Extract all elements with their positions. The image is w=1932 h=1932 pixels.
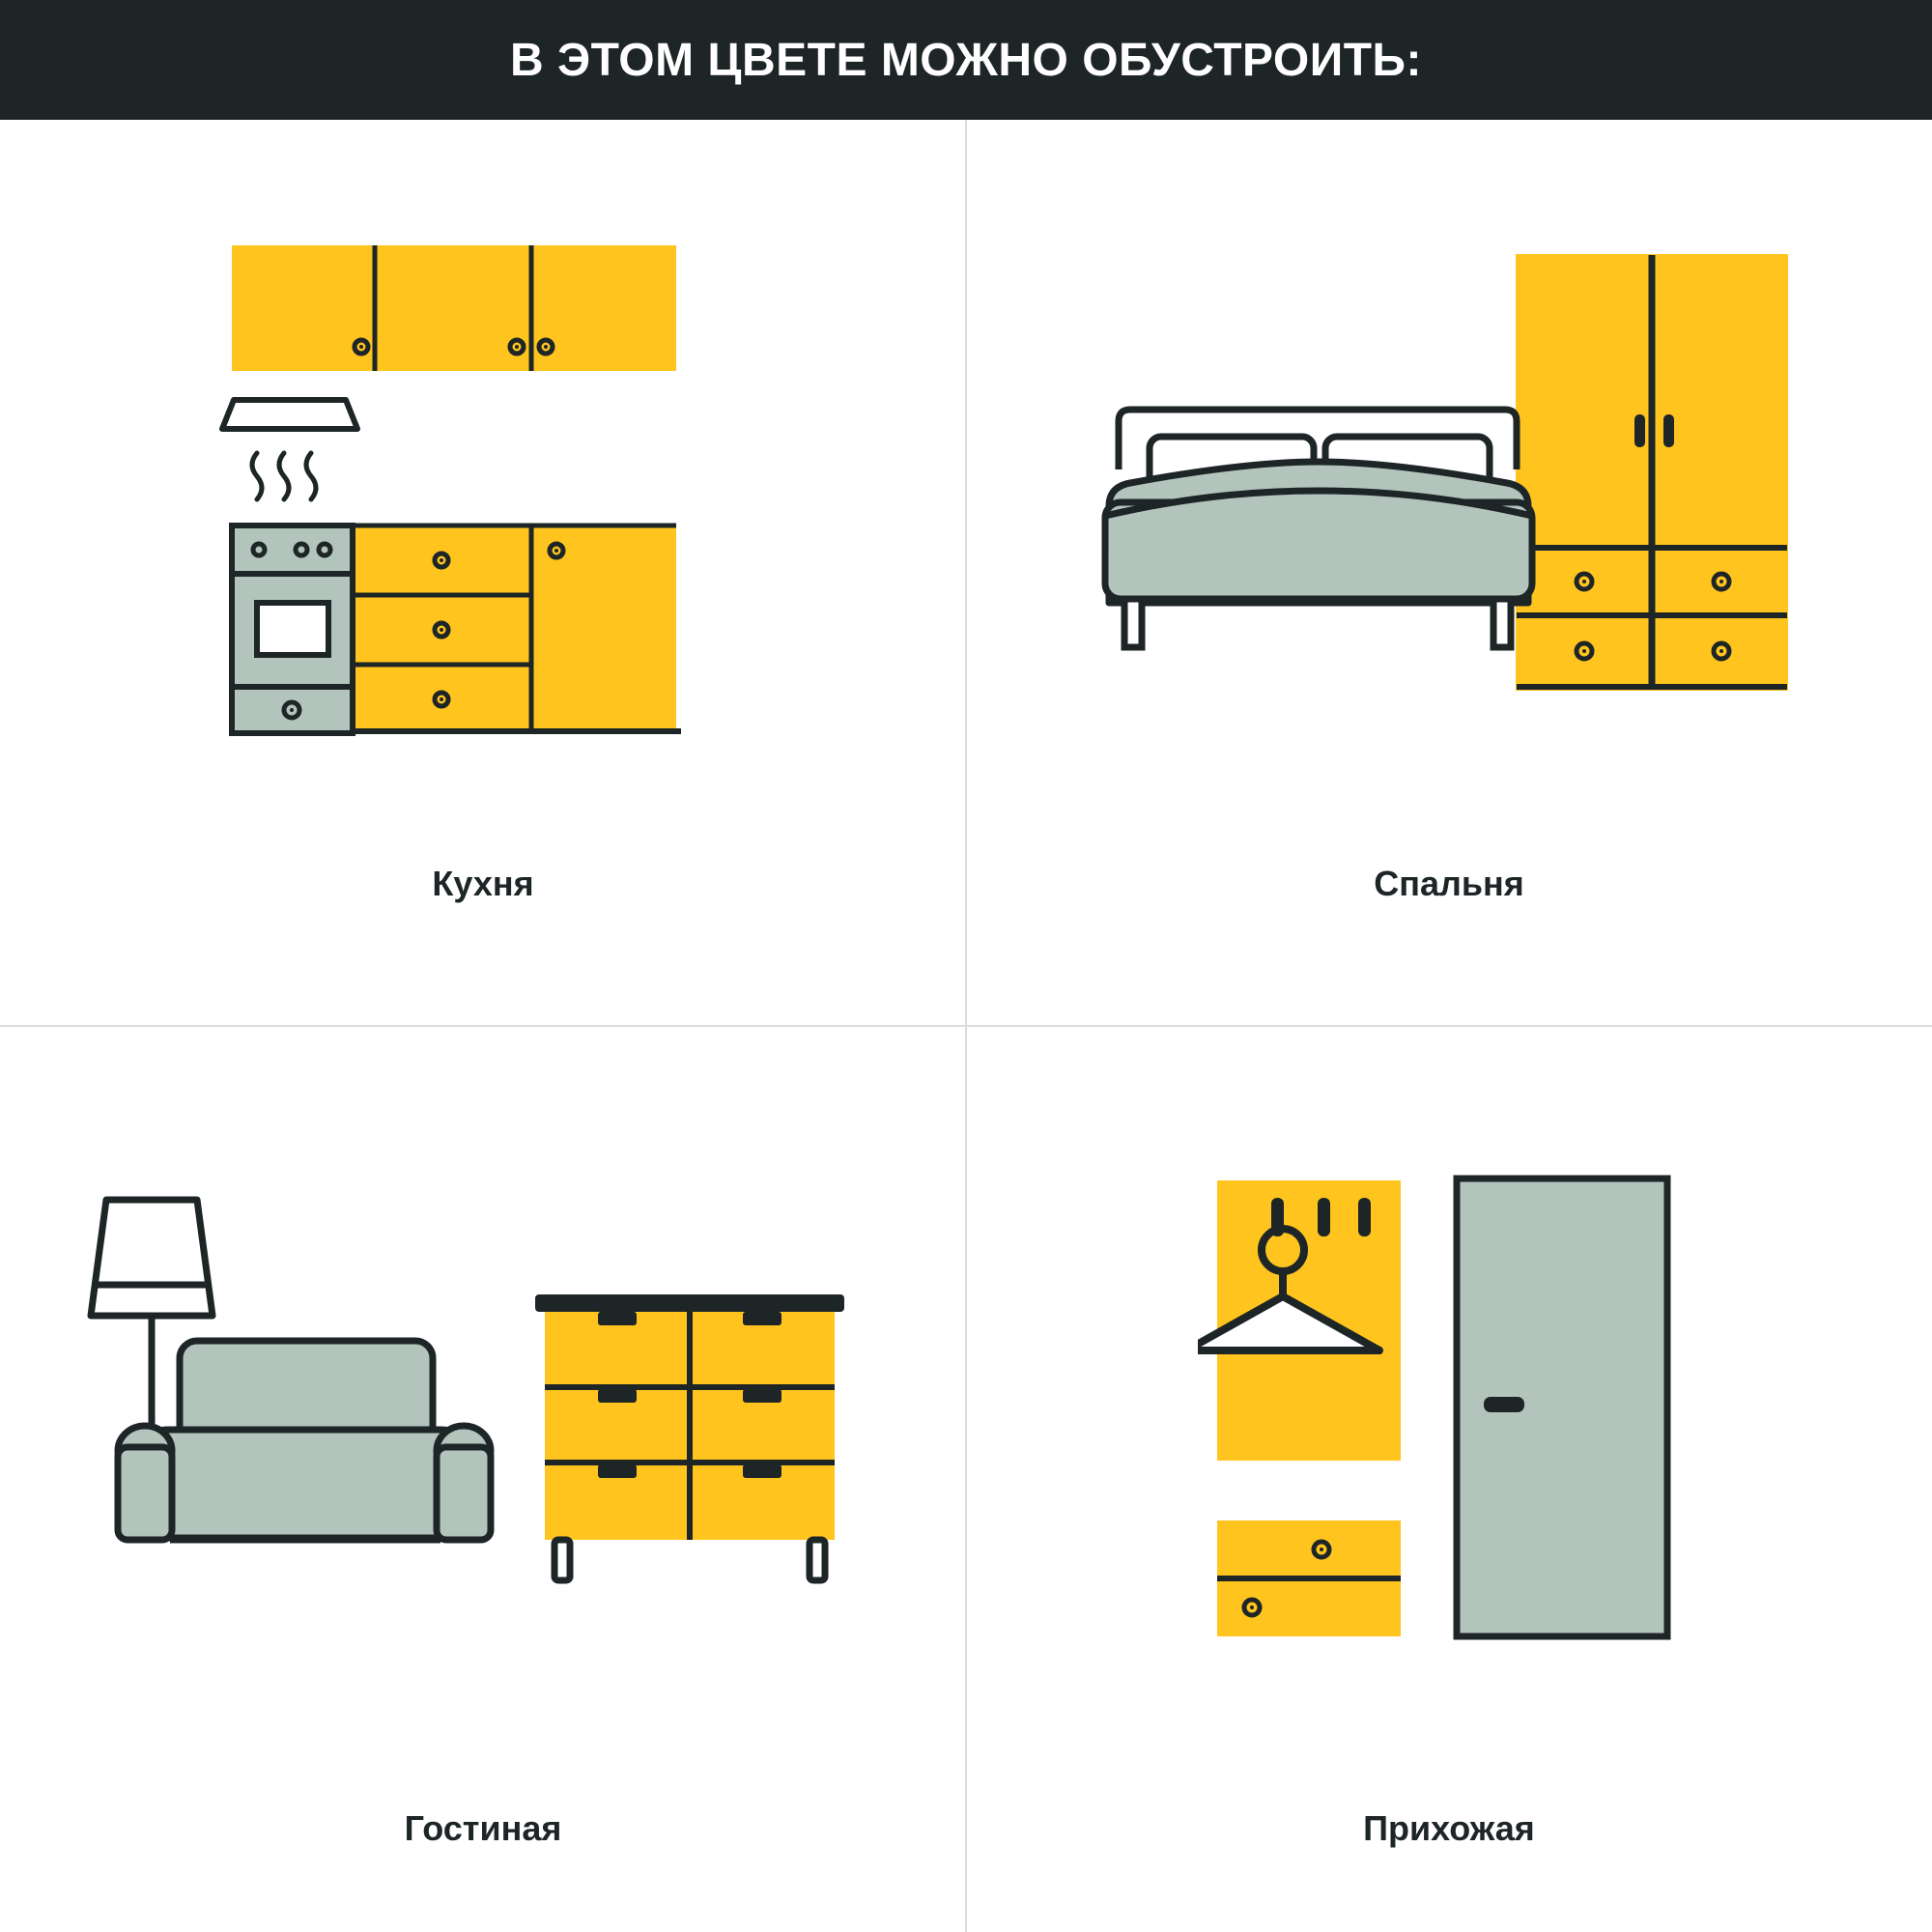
category-cell-kitchen[interactable] (0, 120, 966, 1026)
kitchen-illustration (0, 120, 966, 854)
category-cell-bedroom[interactable] (966, 120, 1932, 1026)
hallway-icon (1198, 1161, 1700, 1663)
lower-cabinets-drawers (353, 526, 681, 733)
category-caption-bedroom: Спальня (1374, 864, 1524, 903)
sofa-icon (118, 1341, 491, 1540)
chest-of-drawers-six (535, 1294, 844, 1580)
category-caption-kitchen: Кухня (432, 864, 534, 903)
hallway-illustration (966, 1026, 1932, 1799)
bedroom-icon (1092, 216, 1806, 757)
category-cell-living-room[interactable] (0, 1026, 966, 1932)
page-title: В ЭТОМ ЦВЕТЕ МОЖНО ОБУСТРОИТЬ: (509, 34, 1423, 86)
category-caption-hallway: Прихожая (1363, 1808, 1535, 1848)
living-room-icon (87, 1161, 879, 1663)
door-icon (1457, 1179, 1667, 1636)
bedroom-illustration (966, 120, 1932, 854)
range-hood-icon (222, 400, 357, 499)
category-caption-living-room: Гостиная (404, 1808, 562, 1848)
shoe-cabinet-icon (1217, 1520, 1401, 1636)
upper-cabinets (232, 245, 676, 371)
living-room-illustration (0, 1026, 966, 1799)
stove-oven-icon (232, 526, 353, 733)
wardrobe-two-doors (1517, 255, 1787, 690)
header-bar (0, 0, 1932, 120)
kitchen-icon (213, 216, 753, 757)
category-grid (0, 120, 1932, 1932)
category-cell-hallway[interactable] (966, 1026, 1932, 1932)
double-bed-icon (1105, 410, 1532, 647)
